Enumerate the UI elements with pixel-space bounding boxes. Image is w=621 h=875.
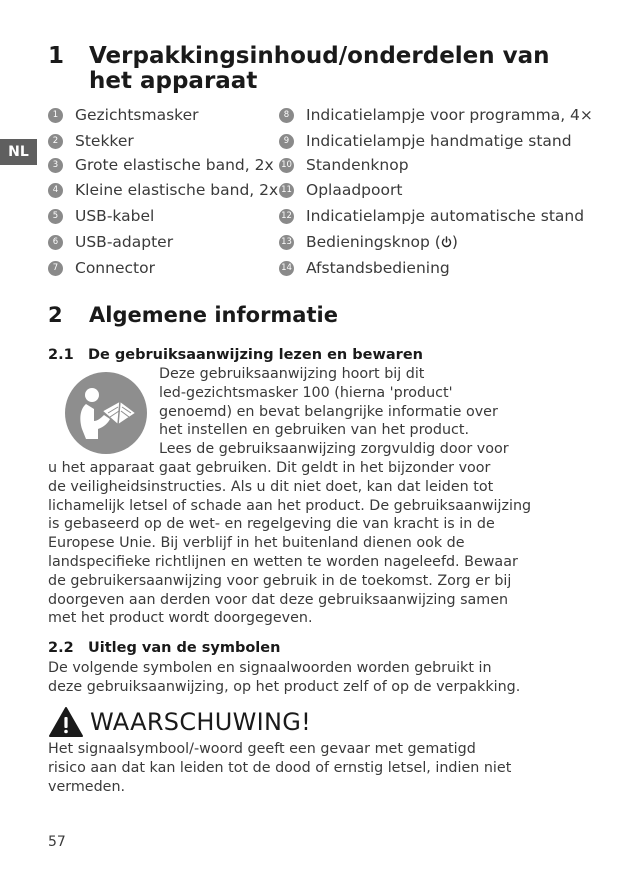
part-label: USB-adapter (75, 233, 174, 251)
text-line: met het product wordt doorgegeven. (48, 610, 313, 627)
text-line: genoemd) en bevat belangrijke informatie over (159, 403, 498, 420)
number-badge: 6 (48, 235, 63, 250)
part-label: Grote elastische band, 2x (75, 156, 274, 174)
list-item (48, 156, 274, 174)
text-line: Het signaalsymbool/-woord geeft een gevaar met gematigd (48, 741, 476, 757)
part-label: Connector (75, 259, 155, 277)
subsection-title: De gebruiksaanwijzing lezen en bewaren (88, 347, 423, 363)
part-label: Afstandsbediening (306, 259, 450, 277)
part-label: Standenknop (306, 156, 409, 174)
text-line: De volgende symbolen en signaalwoorden worden gebruikt in (48, 660, 492, 676)
number-badge: 9 (279, 134, 294, 149)
subsection-number: 2.1 (48, 347, 74, 363)
text-line: risico aan dat kan leiden tot de dood of ernstig letsel, indien niet (48, 759, 512, 776)
number-badge: 5 (48, 209, 63, 224)
list-item (279, 181, 402, 199)
part-label: Indicatielampje voor programma, 4× (306, 106, 593, 124)
text-line: deze gebruiksaanwijzing, op het product zelf of op de verpakking. (48, 678, 521, 695)
language-tab: NL (0, 139, 37, 165)
text-line: led-gezichtsmasker 100 (hierna 'product' (159, 384, 453, 401)
text-line: de gebruikersaanwijzing voor gebruik in de toekomst. Zorg er bij (48, 572, 512, 589)
number-badge: 7 (48, 261, 63, 276)
subsection-2-2-heading (48, 640, 280, 656)
number-badge: 2 (48, 134, 63, 149)
subsection-title: Uitleg van de symbolen (88, 640, 281, 656)
text-line: lichamelijk letsel of schade aan het product. De gebruiksaanwijzing (48, 497, 532, 514)
text-line: doorgeven aan derden voor dat deze gebruiksaanwijzing samen (48, 591, 509, 608)
subsection-number: 2.2 (48, 640, 74, 656)
list-item (279, 207, 584, 225)
symbols-paragraph (48, 659, 520, 697)
list-item (279, 156, 409, 174)
number-badge: 14 (279, 261, 294, 276)
list-item (48, 207, 154, 225)
part-label: USB-kabel (75, 207, 155, 225)
number-badge: 4 (48, 183, 63, 198)
list-item (48, 181, 278, 199)
text-line: landspecifieke richtlijnen en wetten te worden nageleefd. Bewaar (48, 553, 518, 570)
text-line: vermeden. (48, 778, 126, 795)
number-badge: 12 (279, 209, 294, 224)
part-label: Stekker (75, 132, 134, 150)
part-label: Gezichtsmasker (75, 106, 199, 124)
part-label-end: ) (451, 233, 458, 251)
text-line: Europese Unie. Bij verblijf in het buitenland dienen ook de (48, 535, 465, 552)
number-badge: 13 (279, 235, 294, 250)
warning-title: WAARSCHUWING! (90, 708, 312, 736)
warning-paragraph (48, 740, 511, 796)
section-title: Verpakkingsinhoud/onderdelen van het apparaat (89, 43, 550, 94)
page-number: 57 (48, 834, 66, 850)
list-item (279, 132, 572, 150)
list-item (48, 132, 134, 150)
subsection-2-1-heading (48, 347, 423, 363)
text-line: Deze gebruiksaanwijzing hoort bij dit (159, 366, 425, 382)
text-line: Lees de gebruiksaanwijzing zorgvuldig door voor (159, 441, 509, 458)
list-item (279, 106, 593, 124)
section-title: Algemene informatie (89, 303, 338, 327)
intro-paragraph-wrapped (159, 365, 509, 459)
list-item (279, 233, 458, 251)
part-label: Oplaadpoort (306, 181, 403, 199)
number-badge: 10 (279, 158, 294, 173)
text-line: het instellen en gebruiken van het product. (159, 422, 470, 439)
section-number: 2 (48, 303, 63, 327)
power-icon (441, 236, 452, 248)
part-label-start: Bedieningsknop ( (306, 233, 441, 251)
text-line: is gebaseerd op de wet- en regelgeving die van kracht is in de (48, 516, 495, 533)
number-badge: 11 (279, 183, 294, 198)
number-badge: 1 (48, 108, 63, 123)
number-badge: 8 (279, 108, 294, 123)
section-number: 1 (48, 43, 65, 69)
warning-heading (48, 706, 311, 738)
part-label: Indicatielampje automatische stand (306, 207, 585, 225)
text-line: de veiligheidsinstructies. Als u dit niet doet, kan dat leiden tot (48, 478, 494, 495)
text-line: u het apparaat gaat gebruiken. Dit geldt in het bijzonder voor (48, 460, 491, 476)
part-label (306, 233, 458, 251)
list-item (279, 259, 450, 277)
part-label: Indicatielampje handmatige stand (306, 132, 572, 150)
read-manual-icon (64, 371, 148, 455)
list-item (48, 259, 155, 277)
list-item (48, 233, 173, 251)
warning-triangle-icon (48, 706, 84, 738)
number-badge: 3 (48, 158, 63, 173)
intro-paragraph-full (48, 459, 531, 628)
part-label: Kleine elastische band, 2x (75, 181, 279, 199)
list-item (48, 106, 199, 124)
